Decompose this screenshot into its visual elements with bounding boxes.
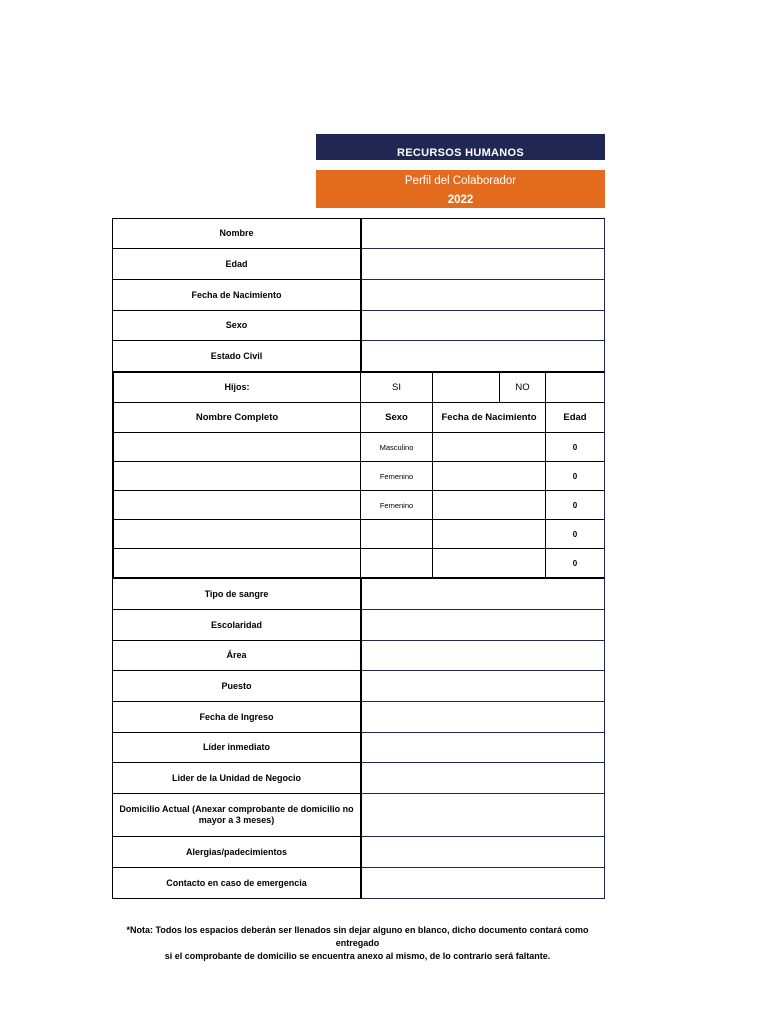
hijo-nombre-cell[interactable]	[112, 433, 361, 462]
field-label: Domicilio Actual (Anexar comprobante de domicilio no mayor a 3 meses)	[112, 794, 361, 837]
hijos-si-label: SI	[361, 371, 433, 403]
table-row	[112, 491, 605, 520]
hijo-fecha-cell[interactable]	[433, 520, 546, 549]
puesto-input[interactable]	[361, 671, 605, 702]
department-title: RECURSOS HUMANOS	[396, 147, 525, 159]
column-header-sexo: Sexo	[361, 403, 433, 433]
table-row	[112, 520, 605, 549]
field-row-escolaridad	[112, 610, 605, 641]
field-row-lider-inmediato	[112, 733, 605, 763]
hijos-si-input[interactable]	[433, 371, 500, 403]
profile-banner	[316, 170, 605, 208]
hijos-row	[112, 371, 605, 403]
table-row	[112, 549, 605, 579]
profile-year: 2022	[447, 194, 474, 206]
escolaridad-input[interactable]	[361, 610, 605, 641]
hijo-fecha-cell[interactable]	[433, 433, 546, 462]
field-row-fecha-ingreso	[112, 702, 605, 733]
hijos-no-label: NO	[500, 371, 546, 403]
hijo-nombre-cell[interactable]	[112, 462, 361, 491]
field-label: Edad	[112, 249, 361, 280]
field-label: Contacto en caso de emergencia	[112, 868, 361, 899]
column-header-edad: Edad	[546, 403, 605, 433]
field-row-puesto	[112, 671, 605, 702]
field-row-edad	[112, 249, 605, 280]
nombre-input[interactable]	[361, 218, 605, 249]
hijo-edad-cell: 0	[546, 491, 605, 520]
field-label: Fecha de Nacimiento	[112, 280, 361, 311]
field-row-lider-unidad	[112, 763, 605, 794]
field-row-tipo-sangre	[112, 579, 605, 610]
field-row-alergias	[112, 837, 605, 868]
table-row	[112, 433, 605, 462]
field-label: Área	[112, 641, 361, 671]
estado-civil-input[interactable]	[361, 341, 605, 372]
hijo-nombre-cell[interactable]	[112, 491, 361, 520]
tipo-sangre-input[interactable]	[361, 579, 605, 610]
hijo-nombre-cell[interactable]	[112, 549, 361, 579]
sexo-input[interactable]	[361, 311, 605, 341]
hijo-sexo-cell[interactable]: Femenino	[361, 462, 433, 491]
hijo-fecha-cell[interactable]	[433, 462, 546, 491]
field-label: Sexo	[112, 311, 361, 341]
hijo-edad-cell: 0	[546, 520, 605, 549]
edad-input[interactable]	[361, 249, 605, 280]
note-line-1: *Nota: Todos los espacios deberán ser llenados sin dejar alguno en blanco, dicho documento contará como entregado	[126, 925, 589, 948]
note-line-2: si el comprobante de domicilio se encuentra anexo al mismo, de lo contrario será faltante.	[164, 951, 551, 961]
field-label: Estado Civil	[112, 341, 361, 372]
area-input[interactable]	[361, 641, 605, 671]
alergias-input[interactable]	[361, 837, 605, 868]
field-label: Tipo de sangre	[112, 579, 361, 610]
lider-inmediato-input[interactable]	[361, 733, 605, 763]
profile-title: Perfil del Colaborador	[404, 175, 517, 187]
hijos-no-input[interactable]	[546, 371, 605, 403]
column-header-fecha: Fecha de Nacimiento	[433, 403, 546, 433]
field-label: Alergias/padecimientos	[112, 837, 361, 868]
hijo-edad-cell: 0	[546, 433, 605, 462]
department-banner	[316, 134, 605, 160]
field-label: Nombre	[112, 218, 361, 249]
column-header-nombre: Nombre Completo	[112, 403, 361, 433]
field-row-domicilio	[112, 794, 605, 837]
hijo-sexo-cell[interactable]: Masculino	[361, 433, 433, 462]
field-row-fecha-nacimiento	[112, 280, 605, 311]
hijo-fecha-cell[interactable]	[433, 491, 546, 520]
lider-unidad-input[interactable]	[361, 763, 605, 794]
contacto-emergencia-input[interactable]	[361, 868, 605, 899]
hijo-fecha-cell[interactable]	[433, 549, 546, 579]
field-row-area	[112, 641, 605, 671]
field-row-nombre	[112, 218, 605, 249]
fecha-ingreso-input[interactable]	[361, 702, 605, 733]
field-label: Escolaridad	[112, 610, 361, 641]
hijo-sexo-cell[interactable]: Femenino	[361, 491, 433, 520]
field-row-estado-civil	[112, 341, 605, 372]
field-row-sexo	[112, 311, 605, 341]
hijo-sexo-cell[interactable]	[361, 520, 433, 549]
hijos-label: Hijos:	[112, 371, 361, 403]
fecha-nacimiento-input[interactable]	[361, 280, 605, 311]
hijos-table-header	[112, 403, 605, 433]
field-row-contacto-emergencia	[112, 868, 605, 899]
footer-note	[110, 924, 605, 963]
field-label: Lider de la Unidad de Negocio	[112, 763, 361, 794]
table-row	[112, 462, 605, 491]
hijo-nombre-cell[interactable]	[112, 520, 361, 549]
hijo-sexo-cell[interactable]	[361, 549, 433, 579]
field-label: Fecha de Ingreso	[112, 702, 361, 733]
hijo-edad-cell: 0	[546, 549, 605, 579]
field-label: Puesto	[112, 671, 361, 702]
hijo-edad-cell: 0	[546, 462, 605, 491]
field-label: Líder inmediato	[112, 733, 361, 763]
domicilio-input[interactable]	[361, 794, 605, 837]
